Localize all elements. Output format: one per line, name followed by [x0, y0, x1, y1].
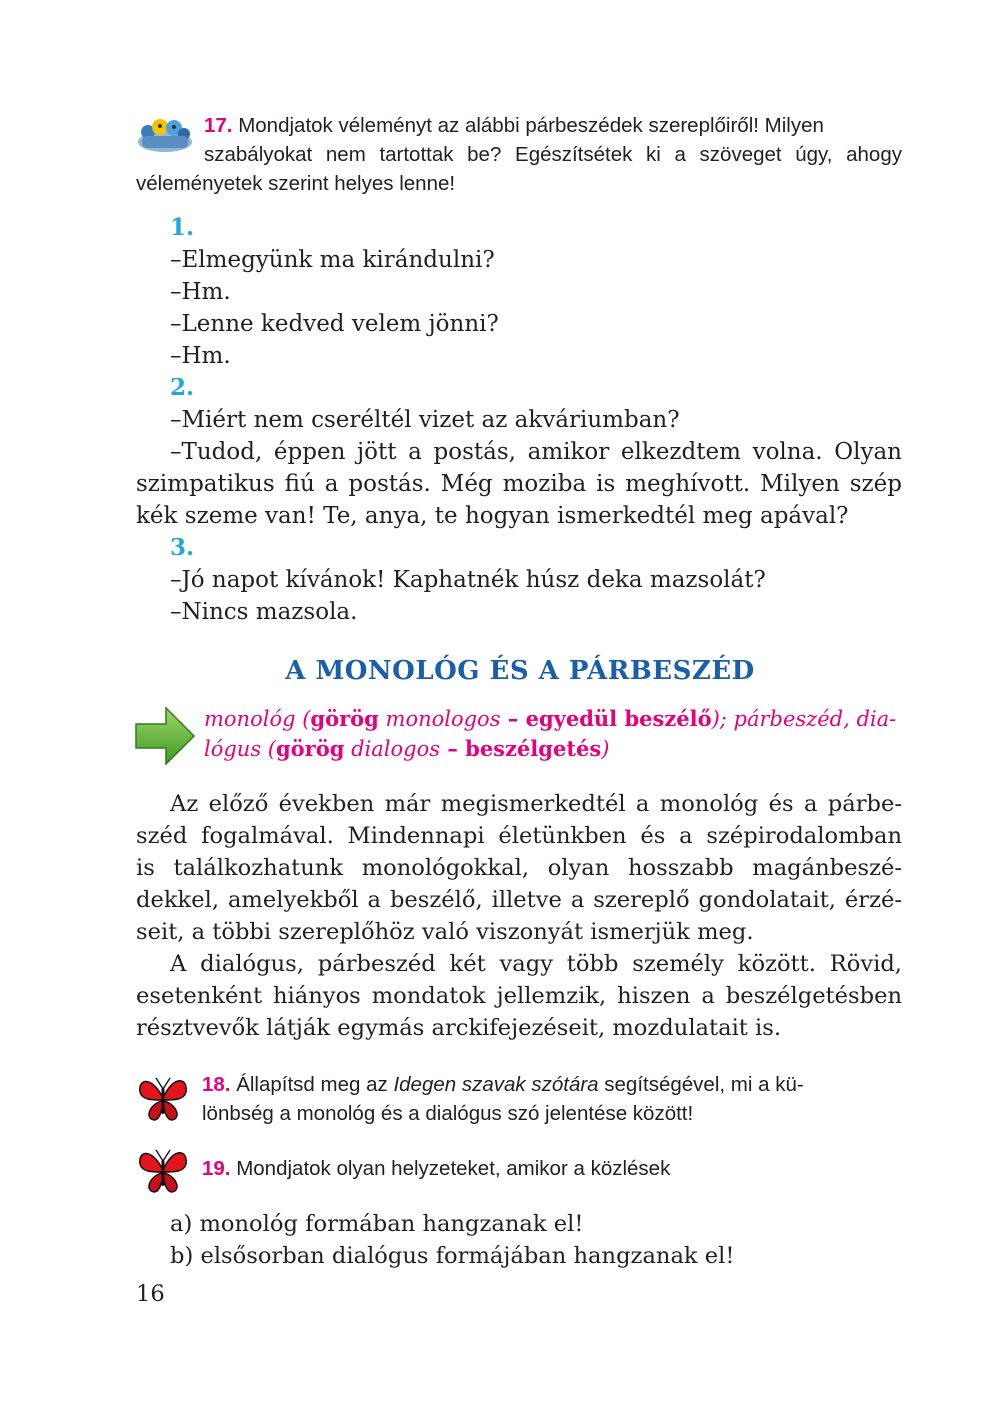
paragraph-1-line-3: is találkozhatunk monológokkal, olyan hosszabb magánbeszé- — [136, 855, 902, 881]
option-b: b) elsősorban dialógus formájában hangzanak el! — [170, 1243, 735, 1269]
task-18-number: 18. — [202, 1073, 231, 1096]
dialogue-1-line-4: –Hm. — [170, 343, 231, 369]
task-17-number: 17. — [204, 114, 233, 137]
dialogue-1-line-3: –Lenne kedved velem jönni? — [170, 311, 499, 337]
group-work-icon — [136, 112, 194, 154]
dialogue-2-number: 2. — [170, 374, 195, 401]
dialogue-1-number: 1. — [170, 214, 195, 241]
paragraph-1-line-5: seit, a többi szereplőhöz való viszonyát ismerjük meg. — [136, 919, 754, 945]
paragraph-1-line-4: dekkel, amelyekből a beszélő, illetve a szereplő gondolatait, érzé- — [136, 887, 902, 913]
task-17-line-1: 17. Mondjatok véleményt az alábbi párbeszédek szereplőiről! Milyen — [204, 114, 824, 137]
section-heading: A MONOLÓG ÉS A PÁRBESZÉD — [285, 656, 755, 686]
dialogue-1-line-2: –Hm. — [170, 279, 231, 305]
definition-line-2: lógus (görög dialogos – beszélgetés) — [204, 736, 610, 761]
dialogue-3-line-1: –Jó napot kívánok! Kaphatnék húsz deka mazsolát? — [170, 567, 766, 593]
dialogue-2-line-1: –Miért nem cseréltél vizet az akváriumban? — [170, 407, 680, 433]
dialogue-2-line-2: –Tudod, éppen jött a postás, amikor elkezdtem volna. Olyan — [170, 439, 902, 465]
dialogue-3-number: 3. — [170, 534, 195, 561]
dialogue-2-line-4: kék szeme van! Te, anya, te hogyan ismerkedtél meg apával? — [136, 503, 849, 529]
arrow-right-icon — [134, 706, 196, 766]
task-18-line-1: 18. Állapítsd meg az Idegen szavak szótára segítségével, mi a kü- — [202, 1073, 804, 1096]
paragraph-2-line-1: A dialógus, párbeszéd két vagy több személy között. Rövid, — [170, 951, 902, 977]
task-17-line-2: szabályokat nem tartottak be? Egészítsétek ki a szöveget úgy, ahogy — [204, 143, 902, 166]
dialogue-2-line-3: szimpatikus fiú a postás. Még moziba is meghívott. Milyen szép — [136, 471, 902, 497]
paragraph-2-line-3: résztvevők látják egymás arckifejezéseit, mozdulatait is. — [136, 1015, 782, 1041]
task-18-line-2: lönbség a monológ és a dialógus szó jelentése között! — [202, 1102, 694, 1125]
definition-line-1: monológ (görög monologos – egyedül beszélő); párbeszéd, dia- — [204, 706, 897, 731]
paragraph-1-line-2: széd fogalmával. Mindennapi életünkben és a szépirodalomban — [136, 823, 902, 849]
page-number: 16 — [136, 1281, 165, 1307]
butterfly-icon — [134, 1070, 192, 1128]
task-17-line-3: véleményetek szerint helyes lenne! — [136, 172, 456, 195]
dialogue-3-line-2: –Nincs mazsola. — [170, 599, 358, 625]
task-19-line-1: 19. Mondjatok olyan helyzeteket, amikor a közlések — [202, 1157, 671, 1180]
option-a: a) monológ formában hangzanak el! — [170, 1211, 584, 1237]
dialogue-1-line-1: –Elmegyünk ma kirándulni? — [170, 247, 495, 273]
task-19-number: 19. — [202, 1157, 231, 1180]
butterfly-icon — [134, 1142, 192, 1200]
paragraph-2-line-2: esetenként hiányos mondatok jellemzik, hiszen a beszélgetésben — [136, 983, 902, 1009]
paragraph-1-line-1: Az előző években már megismerkedtél a monológ és a párbe- — [170, 791, 902, 817]
